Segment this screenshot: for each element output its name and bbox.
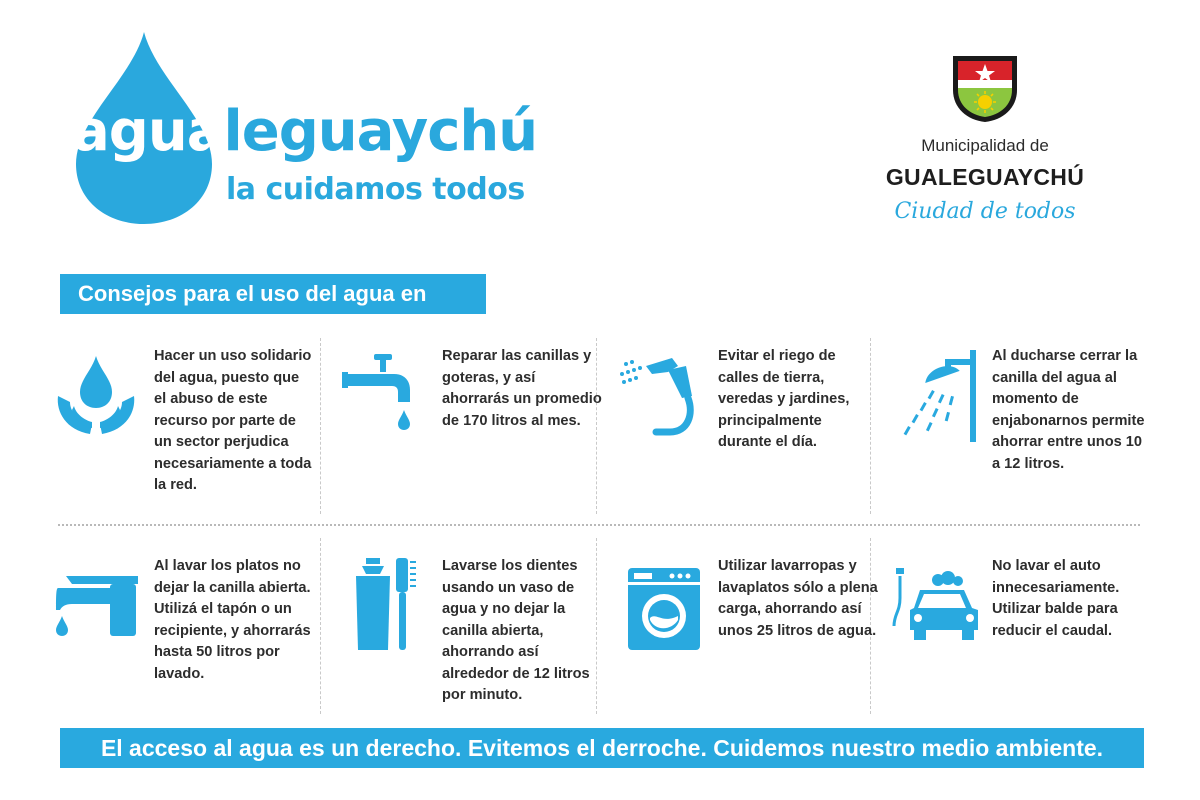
dripping-faucet-icon	[340, 344, 430, 444]
brand-wordmark	[72, 99, 538, 164]
tip-text: Utilizar lavarropas y lavaplatos sólo a plena carga, ahorrando así unos 25 litros de agua.	[718, 558, 878, 639]
brand-tagline: la cuidamos todos	[226, 172, 525, 207]
municipality-motto: Ciudad de todos	[894, 199, 1076, 224]
toothpaste-toothbrush-icon	[340, 554, 430, 654]
brand-word-leguaychu: leguaychú	[223, 99, 538, 164]
grid-row-divider	[58, 524, 1140, 526]
washing-machine-icon	[616, 554, 706, 654]
grid-divider	[320, 338, 321, 514]
tip-text: Evitar el riego de calles de tierra, veredas y jardines, principalmente durante el día.	[718, 348, 850, 450]
garden-hose-sprayer-icon	[616, 344, 706, 444]
footer-banner: El acceso al agua es un derecho. Evitemos el derroche. Cuidemos nuestro medio ambiente.	[60, 728, 1144, 768]
municipal-shield-icon	[945, 50, 1025, 124]
municipality-name: GUALEGUAYCHÚ	[885, 164, 1085, 190]
tip-text: Al ducharse cerrar la canilla del agua al momento de enjabonarnos permite ahorrar entre unos 10 a 12 litros.	[992, 348, 1145, 472]
section-title: Consejos para el uso del agua en casa:	[60, 274, 486, 314]
tip-text: No lavar el auto innecesariamente. Utilizar balde para reducir el caudal.	[992, 558, 1120, 639]
tips-grid	[44, 334, 1144, 714]
hands-water-drop-icon	[52, 344, 142, 444]
shower-head-icon	[890, 344, 980, 444]
brand-word-agua: agua	[72, 99, 224, 164]
municipality-label: Municipalidad de	[921, 136, 1049, 155]
grid-divider	[320, 538, 321, 714]
tip-text: Al lavar los platos no dejar la canilla abierta. Utilizá el tapón o un recipiente, y ahorrarás hasta 50 litros por lavado.	[154, 558, 311, 682]
car-wash-icon	[890, 554, 980, 654]
tip-text: Reparar las canillas y goteras, y así ahorrarás un promedio de 170 litros al mes.	[442, 348, 602, 429]
tip-text: Hacer un uso solidario del agua, puesto que el abuso de este recurso por parte de un sector perjudica necesariamente a toda la red.	[154, 348, 312, 493]
sink-tap-icon	[52, 554, 142, 654]
tip-text: Lavarse los dientes usando un vaso de agua y no dejar la canilla abierta, ahorrando así alrededor de 12 litros por minuto.	[442, 558, 590, 703]
municipality-logo	[870, 50, 1100, 224]
